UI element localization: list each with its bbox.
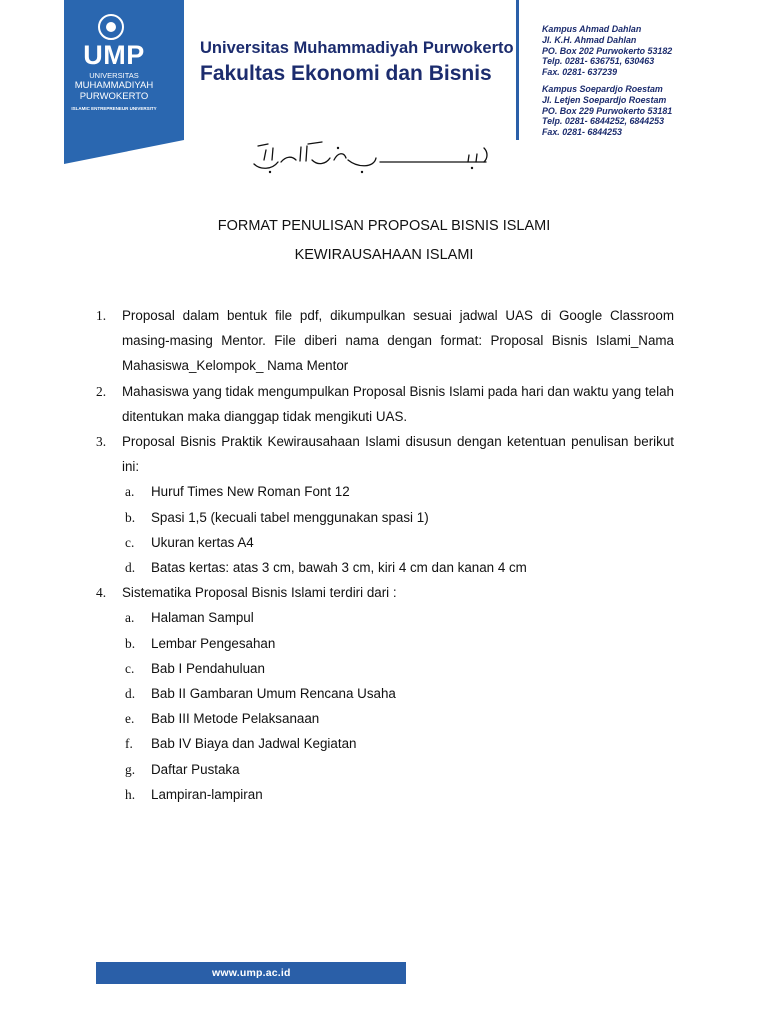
sub-item [96,731,674,756]
list-item-text: Sistematika Proposal Bisnis Islami terdiri dari : [122,585,397,601]
address-line: Jl. Letjen Soepardjo Roestam [542,94,667,105]
list-item-text: Proposal Bisnis Praktik Kewirausahaan Islami disusun dengan ketentuan penulisan berikut ini: [122,434,674,475]
sub-item-letter: d. [125,560,136,576]
sub-item [96,681,674,706]
sub-item-text: Bab II Gambaran Umum Rencana Usaha [151,686,396,702]
sub-item [96,757,674,782]
sub-item-letter: a. [125,610,135,626]
sub-item-letter: e. [125,711,135,727]
address-line: Kampus Soepardjo Roestam [542,84,663,94]
logo-abbreviation: UMP [83,40,145,70]
sub-item-letter: c. [125,660,135,676]
sub-item [96,530,674,555]
sub-item [96,479,674,504]
sub-item-text: Bab IV Biaya dan Jadwal Kegiatan [151,736,357,752]
sub-item-text: Batas kertas: atas 3 cm, bawah 3 cm, kiri 4 cm dan kanan 4 cm [151,560,527,576]
logo-line-1: UNIVERSITAS [89,71,139,80]
list-number: 4. [96,585,107,601]
sub-item [96,505,674,530]
list-item-text: Mahasiswa yang tidak mengumpulkan Proposal Bisnis Islami pada hari dan waktu yang telah ditentukan maka dianggap tidak mengikuti UAS. [122,383,674,424]
campus-address-soepardjo-roestam [542,84,672,138]
sub-item-letter: b. [125,509,136,525]
sub-item-text: Bab III Metode Pelaksanaan [151,711,320,727]
sub-item-letter: a. [125,484,135,500]
sub-item-letter: b. [125,635,136,651]
university-logo [64,0,184,164]
sub-item-text: Daftar Pustaka [151,761,240,777]
requirements-list [96,303,674,807]
letterhead-divider [516,0,519,140]
address-line: Jl. K.H. Ahmad Dahlan [542,34,637,45]
sub-item-letter: h. [125,786,136,802]
address-line: Telp. 0281- 636751, 630463 [542,56,655,67]
faculty-name: Fakultas Ekonomi dan Bisnis [200,62,492,85]
sub-item [96,631,674,656]
document-subtitle: KEWIRAUSAHAAN ISLAMI [294,247,474,263]
sub-item-text: Lembar Pengesahan [151,635,276,651]
list-number: 2. [96,383,107,399]
logo-seal-icon [98,14,124,40]
university-name: Universitas Muhammadiyah Purwokerto [200,39,514,57]
sub-item-text: Huruf Times New Roman Font 12 [151,484,350,500]
sub-item [96,555,674,580]
sub-item-letter: g. [125,761,136,777]
list-item-1 [96,303,674,379]
sub-item-letter: f. [125,736,133,752]
sub-item-letter: c. [125,534,135,550]
sub-item-text: Ukuran kertas A4 [151,534,254,550]
sub-item [96,656,674,681]
list-item-text: Proposal dalam bentuk file pdf, dikumpulkan sesuai jadwal UAS di Google Classroom masing-masing Mentor. File diberi nama dengan format: Proposal Bisnis Islami_Nama Mahasiswa_Kelompok_ Nama Mentor [122,308,674,374]
address-line: Telp. 0281- 6844252, 6844253 [542,116,665,127]
campus-address-ahmad-dahlan [542,24,672,78]
sub-item [96,605,674,630]
logo-line-2: MUHAMMADIYAH [74,80,154,91]
address-line: Fax. 0281- 6844253 [542,127,622,138]
list-number: 1. [96,308,107,323]
list-number: 3. [96,434,107,450]
list-item-3 [96,429,674,479]
sub-item-text: Halaman Sampul [151,610,254,626]
sub-item-letter: d. [125,686,136,702]
address-line: PO. Box 229 Purwokerto 53181 [542,105,673,116]
list-item-4 [96,580,674,605]
logo-tagline: ISLAMIC ENTREPRENEUR UNIVERSITY [71,106,157,111]
sub-item-text: Lampiran-lampiran [151,786,263,802]
document-title: FORMAT PENULISAN PROPOSAL BISNIS ISLAMI [217,218,551,234]
sub-item [96,706,674,731]
address-line: PO. Box 202 Purwokerto 53182 [542,45,673,56]
address-line: Fax. 0281- 637239 [542,67,618,78]
logo-line-3: PURWOKERTO [79,91,149,102]
sub-item-text: Bab I Pendahuluan [151,660,265,676]
address-line: Kampus Ahmad Dahlan [542,24,642,34]
sub-item-text: Spasi 1,5 (kecuali tabel menggunakan spasi 1) [151,509,429,525]
sub-item [96,782,674,807]
footer-website-link[interactable]: www.ump.ac.id [212,967,291,979]
list-item-2 [96,379,674,429]
basmala-calligraphy [248,138,492,178]
